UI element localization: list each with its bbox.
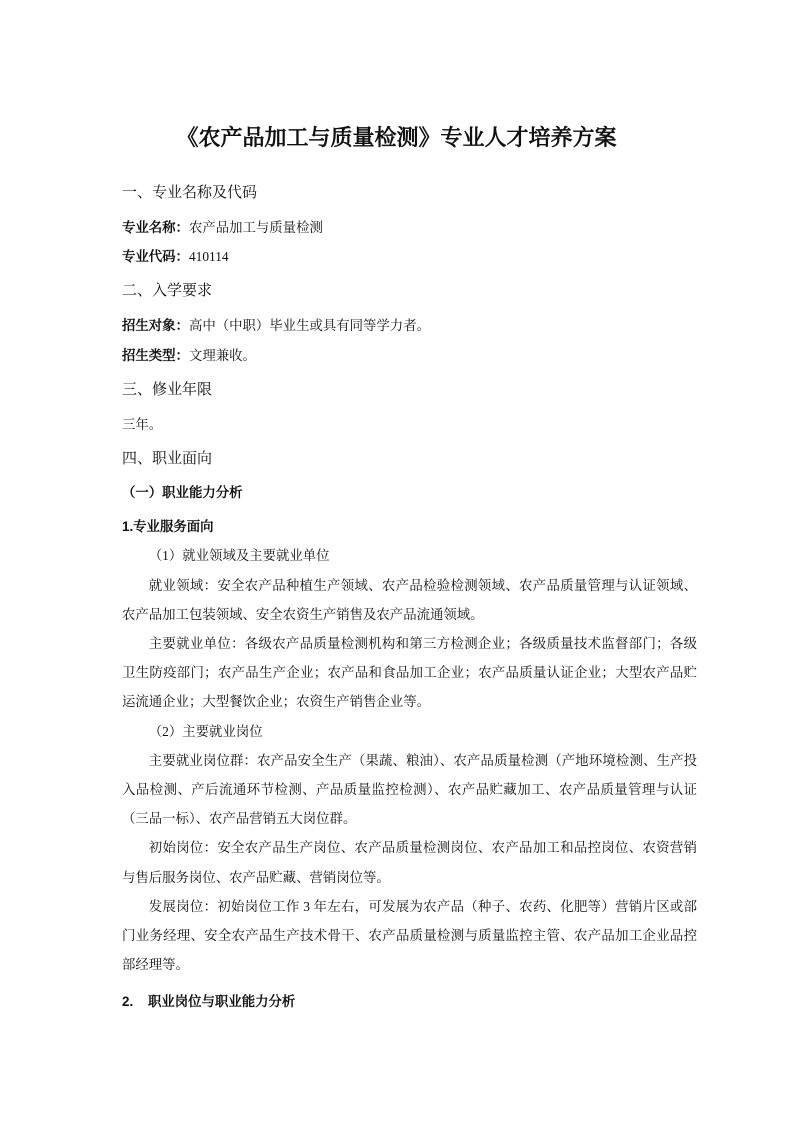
paragraph-1: （1）就业领域及主要就业单位 (148, 548, 330, 564)
enrollment-type-line (122, 341, 697, 370)
major-name-line (122, 213, 697, 242)
section-heading-2: 二、入学要求 (122, 282, 213, 300)
paragraph-5: 主要就业岗位群：农产品安全生产（果蔬、粮油）、农产品质量检测（产地环境检测、生产投入品检测、产后流通环节检测、产品质量监控检测）、农产品贮藏加工、农产品质量管理与认证（三品一标）、农产品营销五大岗位群。 (122, 752, 697, 827)
paragraph-2: 就业领域：安全农产品种植生产领域、农产品检验检测领域、农产品质量管理与认证领域、农产品加工包装领域、安全农资生产销售及农产品流通领域。 (122, 577, 697, 622)
section-heading-4: 四、职业面向 (122, 450, 213, 468)
enrollment-target-value: 高中（中职）毕业生或具有同等学力者。 (188, 318, 430, 334)
major-name-label: 专业名称： (122, 220, 189, 235)
paragraph-7: 发展岗位：初始岗位工作 3 年左右，可发展为农产品（种子、农药、化肥等）营销片区或部门业务经理、安全农产品生产技术骨干、农产品质量检测与质量监控主管、农产品加工企业品控部经理等。 (122, 898, 697, 973)
section-heading-3: 三、修业年限 (122, 380, 213, 398)
enrollment-target-label: 招生对象： (122, 318, 189, 334)
enrollment-type-value: 文理兼收。 (188, 347, 256, 363)
subsection-number: 2. (122, 994, 134, 1010)
major-name-value: 农产品加工与质量检测 (188, 220, 323, 235)
section-heading-1: 一、专业名称及代码 (122, 184, 258, 201)
document-title: 《农产品加工与质量检测》专业人才培养方案 (176, 125, 617, 150)
subsection-title: 职业岗位与职业能力分析 (148, 994, 296, 1010)
enrollment-type-label: 招生类型： (122, 347, 189, 363)
paragraph-6: 初始岗位：安全农产品生产岗位、农产品质量检测岗位、农产品加工和品控岗位、农资营销与售后服务岗位、农产品贮藏、营销岗位等。 (122, 840, 697, 885)
paragraph-3: 主要就业单位：各级农产品质量检测机构和第三方检测企业；各级质量技术监督部门；各级卫生防疫部门；农产品生产企业；农产品和食品加工企业；农产品质量认证企业；大型农产品贮运流通企业；大型餐饮企业；农资生产销售企业等。 (122, 636, 697, 710)
major-code-value: 410114 (188, 249, 229, 265)
subsection-heading: （一）职业能力分析 (122, 485, 243, 501)
subsection-heading-2 (122, 987, 697, 1016)
enrollment-target-line (122, 311, 697, 340)
subsection-heading-1: 1.专业服务面向 (122, 519, 214, 535)
document-body (122, 178, 697, 1017)
major-code-line (122, 242, 697, 271)
major-code-label: 专业代码： (122, 249, 189, 265)
paragraph-4: （2）主要就业岗位 (148, 723, 263, 739)
study-years: 三年。 (122, 416, 163, 432)
